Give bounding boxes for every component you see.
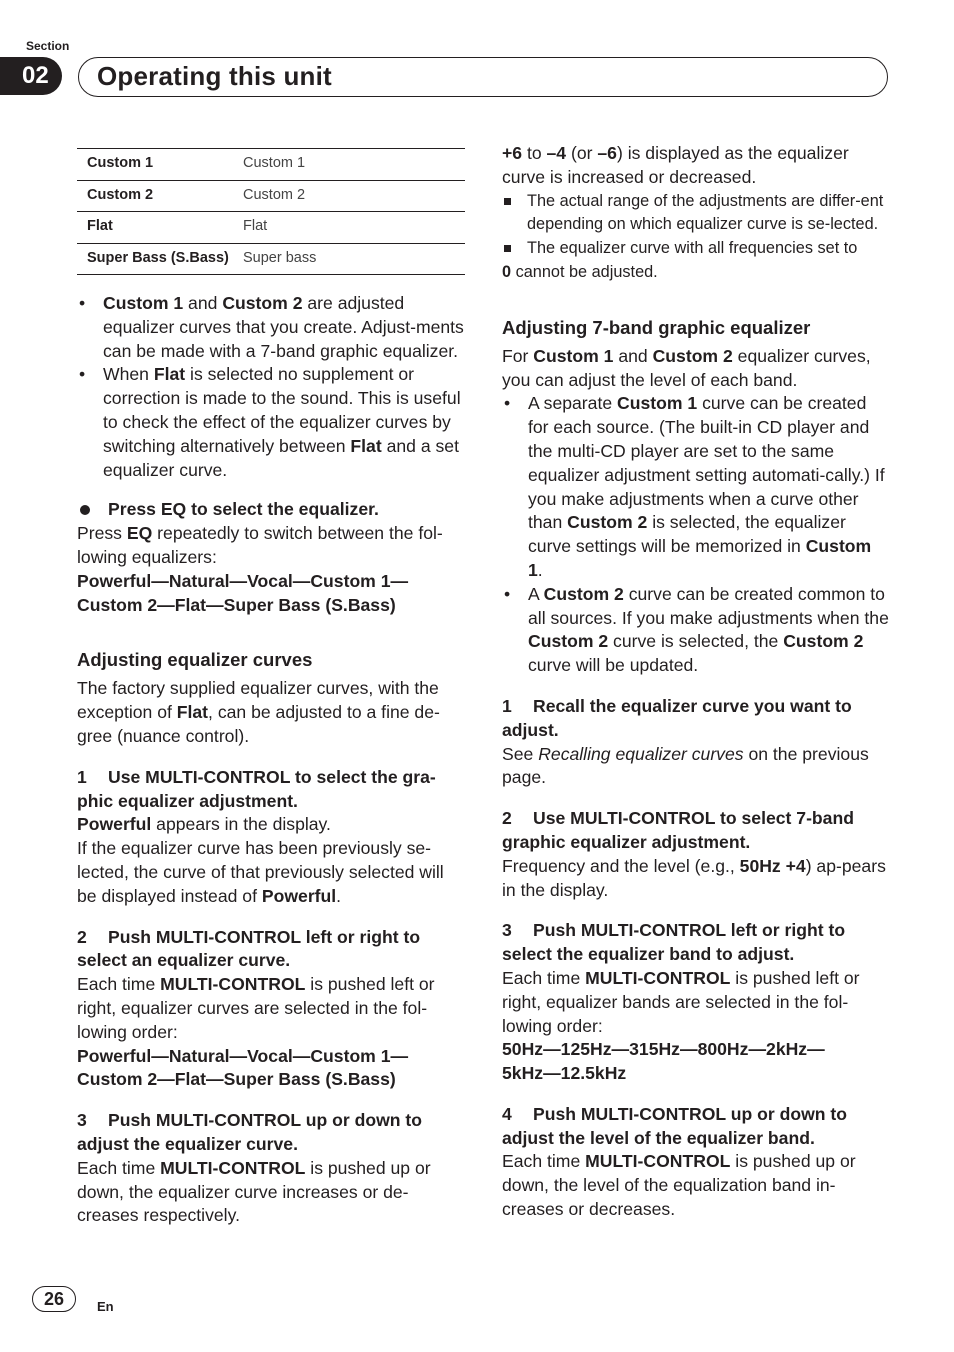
range-intro: +6 to –4 (or –6) is displayed as the equalizer curve is increased or decreased. bbox=[502, 143, 849, 187]
table-value: Custom 1 bbox=[243, 155, 306, 172]
list-item: • Custom 1 and Custom 2 are adjusted equalizer curves that you create. Adjust-ments can be made with a 7-band graphic equalizer. bbox=[77, 292, 465, 363]
step-3-heading: 3 Push MULTI-CONTROL left or right to select the equalizer band to adjust. bbox=[502, 920, 846, 965]
equalizer-sequence: Powerful—Natural—Vocal—Custom 1— Custom 2—Flat—Super Bass (S.Bass) bbox=[77, 1045, 409, 1090]
table-key: Super Bass (S.Bass) bbox=[77, 243, 233, 275]
table-row bbox=[77, 149, 465, 181]
note-item-continued: 0 cannot be adjusted. bbox=[502, 262, 658, 281]
step-3-text: Each time MULTI-CONTROL is pushed left or right, equalizer bands are selected in the fol-lowing order: bbox=[502, 967, 860, 1036]
list-item: • A separate Custom 1 curve can be created for each source. (The built-in CD player and the multi-CD player are set to the same equalizer adjustment setting automati-cally.) If you make adjustments when a curve other than Custom 2 is selected, the equalizer curve settings will be memorized in Custom 1. bbox=[502, 392, 890, 582]
step-1-text: Powerful appears in the display. bbox=[77, 814, 331, 835]
step-4-text: Each time MULTI-CONTROL is pushed up or down, the level of the equalization band in-creases or decreases. bbox=[502, 1151, 856, 1220]
equalizer-sequence: Powerful—Natural—Vocal—Custom 1— Custom 2—Flat—Super Bass (S.Bass) bbox=[77, 570, 409, 615]
step-2-text: Each time MULTI-CONTROL is pushed left or right, equalizer curves are selected in the fol-lowing order: bbox=[77, 974, 435, 1042]
page-title: Operating this unit bbox=[97, 61, 332, 91]
table-key: Flat bbox=[77, 212, 233, 244]
adjusting-7band-intro: For Custom 1 and Custom 2 equalizer curves, you can adjust the level of each band. bbox=[502, 345, 871, 390]
right-column bbox=[502, 142, 890, 1222]
table-value: Super bass bbox=[233, 243, 465, 275]
step-3-text: Each time MULTI-CONTROL is pushed up or down, the equalizer curve increases or de-creases respectively. bbox=[77, 1157, 431, 1226]
left-column bbox=[77, 142, 465, 1228]
table-key: Custom 1 bbox=[87, 155, 154, 172]
step-2-heading: 2 Use MULTI-CONTROL to select 7-band graphic equalizer adjustment. bbox=[502, 808, 854, 852]
press-eq-text: Press EQ repeatedly to switch between the fol-lowing equalizers: bbox=[77, 523, 443, 567]
adjusting-curves-intro: The factory supplied equalizer curves, with the exception of Flat, can be adjusted to a fine de-gree (nuance control). bbox=[77, 678, 440, 746]
adjusting-curves-heading: Adjusting equalizer curves bbox=[77, 649, 313, 671]
step-3-heading: 3 Push MULTI-CONTROL up or down to adjust the equalizer curve. bbox=[77, 1110, 423, 1154]
adjusting-7band-heading: Adjusting 7-band graphic equalizer bbox=[502, 316, 811, 338]
press-eq-heading: Press EQ to select the equalizer. bbox=[77, 498, 465, 522]
custom-notes-list bbox=[77, 292, 465, 482]
step-2-heading: 2 Push MULTI-CONTROL left or right to select an equalizer curve. bbox=[77, 926, 421, 971]
step-2-text: Frequency and the level (e.g., 50Hz +4) ap-pears in the display. bbox=[502, 855, 886, 900]
table-value: Custom 2 bbox=[233, 180, 465, 212]
table-row bbox=[77, 212, 465, 244]
language-label: En bbox=[97, 1299, 114, 1314]
list-item: • When Flat is selected no supplement or correction is made to the sound. This is useful to check the effect of the equalizer curves by switching alternatively between Flat and a set equalizer curve. bbox=[77, 363, 465, 482]
page-number: 26 bbox=[32, 1286, 76, 1312]
section-label: Section bbox=[26, 39, 70, 53]
step-4-heading: 4 Push MULTI-CONTROL up or down to adjust the level of the equalizer band. bbox=[502, 1103, 848, 1148]
table-key: Custom 2 bbox=[77, 180, 233, 212]
title-bar bbox=[78, 57, 888, 97]
list-item: • A Custom 2 curve can be created common to all sources. If you make adjustments when the Custom 2 curve is selected, the Custom 2 curve will be updated. bbox=[502, 583, 890, 678]
step-1-heading: 1 Recall the equalizer curve you want to adjust. bbox=[502, 695, 852, 740]
table-value: Flat bbox=[233, 212, 465, 244]
section-number-badge: 02 bbox=[0, 57, 62, 95]
note-item: The actual range of the adjustments are differ-ent depending on which equalizer curve is se-lected. bbox=[502, 190, 890, 238]
custom-source-list bbox=[502, 392, 890, 678]
equalizer-table bbox=[77, 148, 465, 275]
step-1-note: If the equalizer curve has been previously se-lected, the curve of that previously selected will be displayed instead of Powerful. bbox=[77, 838, 444, 906]
table-row bbox=[77, 243, 465, 275]
band-sequence: 50Hz—125Hz—315Hz—800Hz—2kHz— 5kHz—12.5kHz bbox=[502, 1039, 825, 1084]
step-1-text: See Recalling equalizer curves on the previous page. bbox=[502, 743, 869, 788]
step-1-heading: 1 Use MULTI-CONTROL to select the gra-phic equalizer adjustment. bbox=[77, 766, 436, 811]
note-item: The equalizer curve with all frequencies set to bbox=[502, 237, 890, 261]
table-row bbox=[77, 180, 465, 212]
